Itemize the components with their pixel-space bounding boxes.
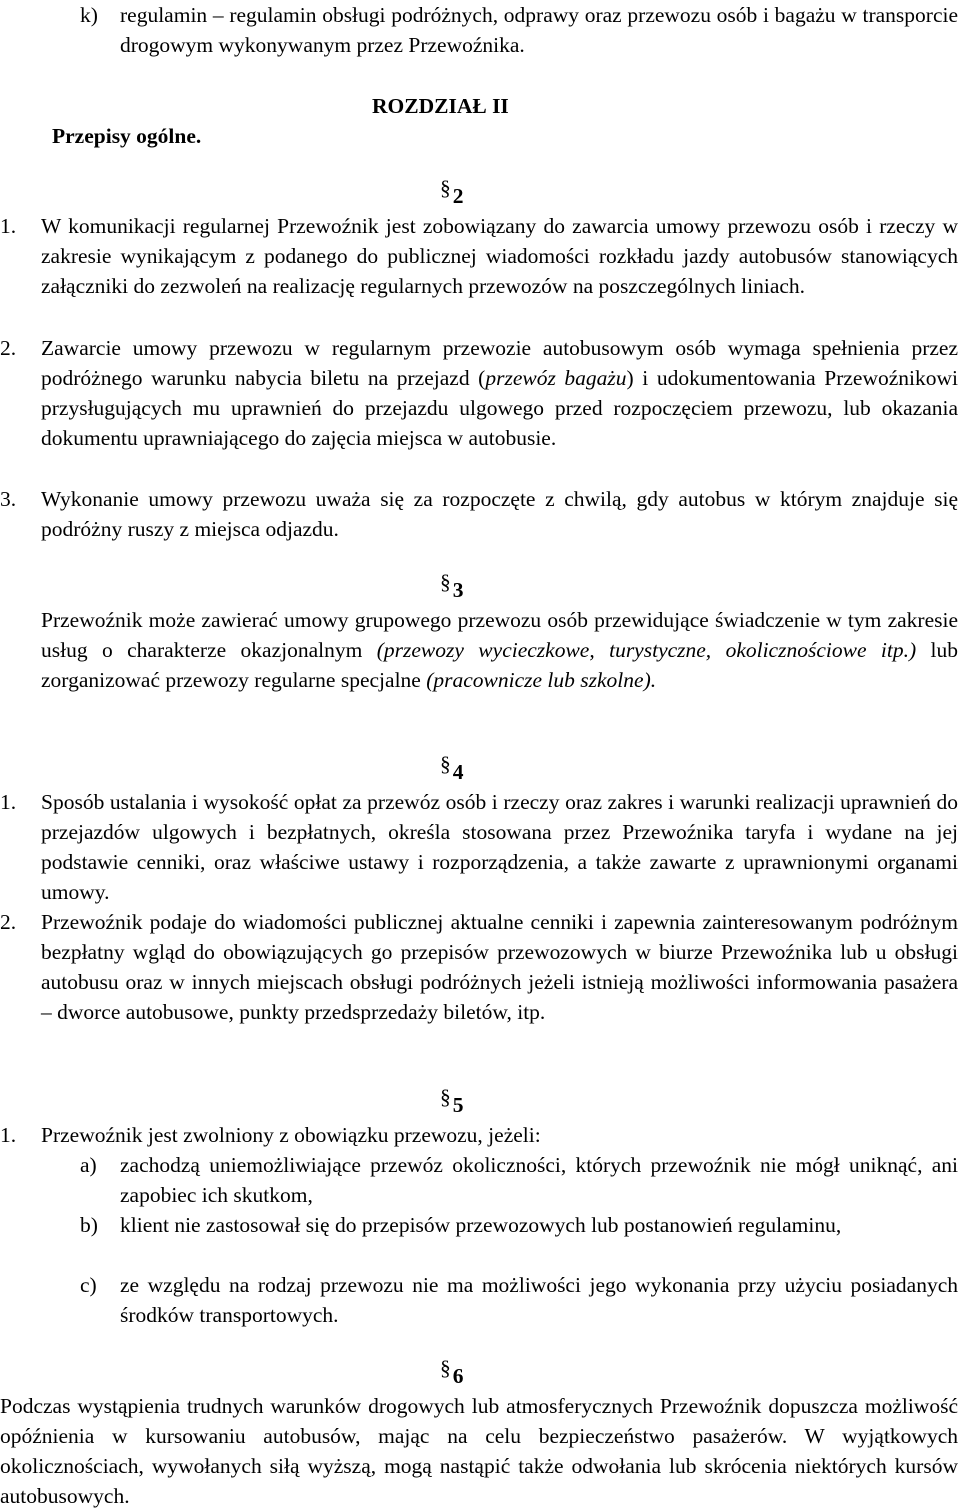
item-number: 2. [0, 336, 17, 360]
item-text: zachodzą uniemożliwiające przewóz okoliczności, których przewoźnik nie mógł uniknąć, ani zapobiec ich skutkom, [120, 1153, 958, 1207]
section-5-subitem-a [80, 1150, 958, 1210]
section-sign: § [440, 1085, 451, 1109]
section-4-item-2 [0, 907, 958, 1027]
item-number: 1. [0, 214, 17, 238]
section-heading-3 [440, 570, 464, 605]
section-heading-2 [440, 176, 464, 211]
item-text: regulamin – regulamin obsługi podróżnych, odprawy oraz przewozu osób i bagażu w transporcie drogowym wykonywanym przez Przewoźnika. [120, 3, 958, 57]
item-number: 1. [0, 1123, 17, 1147]
section-sign: § [440, 752, 451, 776]
item-text: Wykonanie umowy przewozu uważa się za rozpoczęte z chwilą, gdy autobus w którym znajduje się podróżny ruszy z miejsca odjazdu. [41, 487, 958, 541]
item-letter: b) [80, 1213, 98, 1237]
item-text: klient nie zastosował się do przepisów przewozowych lub postanowień regulaminu, [120, 1213, 842, 1237]
item-text: ze względu na rodzaj przewozu nie ma możliwości jego wykonania przy użyciu posiadanych środków transportowych. [120, 1273, 958, 1327]
list-item-k [80, 0, 958, 60]
section-sign: § [440, 176, 451, 200]
item-letter: c) [80, 1273, 97, 1297]
chapter-subtitle: Przepisy ogólne. [52, 124, 202, 148]
item-text: Przewoźnik jest zwolniony z obowiązku przewozu, jeżeli: [41, 1123, 541, 1147]
section-heading-6 [440, 1356, 464, 1391]
item-text: W komunikacji regularnej Przewoźnik jest zobowiązany do zawarcia umowy przewozu osób i rzeczy w zakresie wynikającym z podanego do publicznej wiadomości rozkładu jazdy autobusów stanowiących załączniki do zezwoleń na realizację regularnych przewozów na poszczególnych liniach. [41, 214, 958, 298]
section-5-subitem-c [80, 1270, 958, 1330]
section-number: 6 [452, 1364, 464, 1388]
section-heading-5 [440, 1085, 464, 1120]
section-number: 5 [452, 1093, 464, 1117]
item-text: Zawarcie umowy przewozu w regularnym przewozie autobusowym osób wymaga spełnienia przez podróżnego warunku nabycia biletu na przejazd (przewóz bagażu) i udokumentowania Przewoźnikowi przysługujących mu uprawnień do przejazdu ulgowego przed rozpoczęciem przewozu, lub okazania dokumentu uprawniającego do zajęcia miejsca w autobusie. [41, 336, 959, 450]
section-3-paragraph: Przewoźnik może zawierać umowy grupowego przewozu osób przewidujące świadczenie w tym zakresie usług o charakterze okazjonalnym (przewozy wycieczkowe, turystyczne, okolicznościowe itp.) lub zorganizować przewozy regularne specjalne (pracownicze lub szkolne). [41, 608, 958, 692]
item-number: 3. [0, 487, 17, 511]
item-letter: k) [80, 3, 98, 27]
section-heading-4 [440, 752, 464, 787]
section-number: 2 [452, 184, 464, 208]
section-2-item-2 [0, 333, 958, 453]
section-number: 4 [452, 760, 464, 784]
section-5-item-1 [0, 1120, 958, 1150]
item-text: Przewoźnik podaje do wiadomości publicznej aktualne cenniki i zapewnia zainteresowanym podróżnym bezpłatny wgląd do obowiązujących go przepisów przewozowych w biurze Przewoźnika lub u obsługi autobusu oraz w innych miejscach obsługi podróżnych jeżeli istnieją możliwości informowania pasażera – dworce autobusowe, punkty przedsprzedaży biletów, itp. [41, 910, 958, 1024]
chapter-title: ROZDZIAŁ II [372, 94, 509, 118]
section-6-paragraph: Podczas wystąpienia trudnych warunków drogowych lub atmosferycznych Przewoźnik dopuszcza możliwość opóźnienia w kursowaniu autobusów, mając na celu bezpieczeństwo pasażerów. W wyjątkowych okolicznościach, wywołanych siłą wyższą, mogą nastąpić także odwołania lub skrócenia niektórych kursów autobusowych. [0, 1394, 958, 1508]
section-2-item-1 [0, 211, 958, 301]
item-text: Sposób ustalania i wysokość opłat za przewóz osób i rzeczy oraz zakres i warunki realizacji uprawnień do przejazdów ulgowych i bezpłatnych, określa stosowana przez Przewoźnika taryfa i wydane na jej podstawie cenniki, oraz właściwe ustawy i rozporządzenia, a także zawarte z uprawnionymi organami umowy. [41, 790, 958, 904]
section-2-item-3 [0, 484, 958, 544]
section-sign: § [440, 1356, 451, 1380]
section-5-subitem-b [80, 1210, 958, 1240]
section-sign: § [440, 570, 451, 594]
section-4-item-1 [0, 787, 958, 907]
section-number: 3 [452, 578, 464, 602]
item-letter: a) [80, 1153, 97, 1177]
item-number: 2. [0, 910, 17, 934]
item-number: 1. [0, 790, 17, 814]
